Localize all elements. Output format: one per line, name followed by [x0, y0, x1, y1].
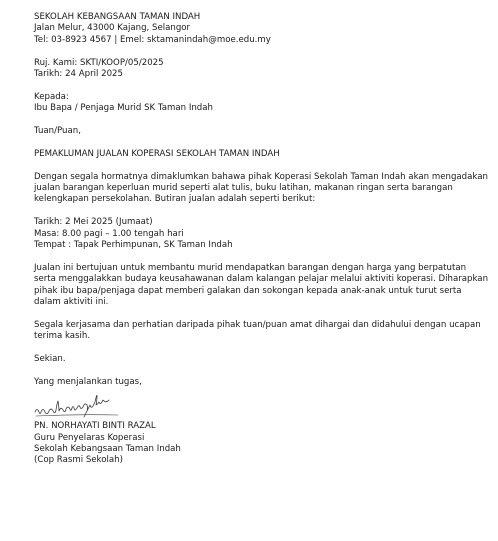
signature-image [34, 395, 164, 421]
sale-time: Masa: 8.00 pagi – 1.00 tengah hari [34, 228, 184, 239]
reference-block [34, 58, 489, 81]
signatory-school: Sekolah Kebangsaan Taman Indah [34, 444, 181, 455]
school-address: Jalan Melur, 43000 Kajang, Selangor [34, 23, 191, 34]
sekian-text: Sekian. [34, 354, 66, 365]
sign-off: Yang menjalankan tugas, [34, 376, 142, 387]
purpose-line: dalam aktiviti ini. [34, 297, 109, 308]
salutation: Tuan/Puan, [34, 126, 81, 137]
letter-subject: PEMAKLUMAN JUALAN KOPERASI SEKOLAH TAMAN INDAH [34, 148, 280, 159]
closing-line: Segala kerjasama dan perhatian daripada pihak tuan/puan amat dihargai dan didahului dengan ucapan [34, 319, 481, 330]
intro-line: jualan barangan keperluan murid seperti alat tulis, buku latihan, makanan ringan serta barangan [34, 183, 453, 194]
letterhead [34, 12, 489, 46]
official-stamp-note: (Cop Rasmi Sekolah) [34, 455, 123, 466]
recipient-name: Ibu Bapa / Penjaga Murid SK Taman Indah [34, 103, 213, 114]
school-contact: Tel: 03-8923 4567 | Emel: sktamanindah@moe.edu.my [34, 34, 271, 45]
recipient-block [34, 92, 489, 115]
sale-place: Tempat : Tapak Perhimpunan, SK Taman Indah [34, 240, 233, 251]
handwritten-signature [34, 395, 489, 421]
sale-details [34, 217, 489, 251]
purpose-line: serta menggalakkan budaya keusahawanan dalam kalangan pelajar melalui aktiviti koperasi. Diharapkan [34, 274, 489, 285]
closing-line: terima kasih. [34, 331, 91, 342]
purpose-line: Jualan ini bertujuan untuk membantu murid mendapatkan barangan dengan harga yang berpatutan [34, 262, 467, 273]
intro-line: Dengan segala hormatnya dimaklumkan bahawa pihak Koperasi Sekolah Taman Indah akan mengadakan [34, 171, 488, 182]
sale-date: Tarikh: 2 Mei 2025 (Jumaat) [34, 217, 153, 228]
signatory-block [34, 421, 489, 467]
signatory-position: Guru Penyelaras Koperasi [34, 432, 145, 443]
closing-paragraph [34, 320, 489, 343]
intro-paragraph [34, 172, 489, 206]
reference-number: Ruj. Kami: SKTI/KOOP/05/2025 [34, 57, 164, 68]
purpose-paragraph [34, 263, 489, 309]
school-name: SEKOLAH KEBANGSAAN TAMAN INDAH [34, 12, 201, 22]
purpose-line: pihak ibu bapa/penjaga dapat memberi galakan dan sokongan kepada anak-anak untuk turut serta [34, 285, 462, 296]
signatory-name: PN. NORHAYATI BINTI RAZAL [34, 421, 156, 432]
intro-line: kelengkapan persekolahan. Butiran jualan adalah seperti berikut: [34, 194, 316, 205]
letter-date: Tarikh: 24 April 2025 [34, 69, 123, 80]
letter-page [34, 12, 489, 467]
recipient-label: Kepada: [34, 91, 69, 102]
